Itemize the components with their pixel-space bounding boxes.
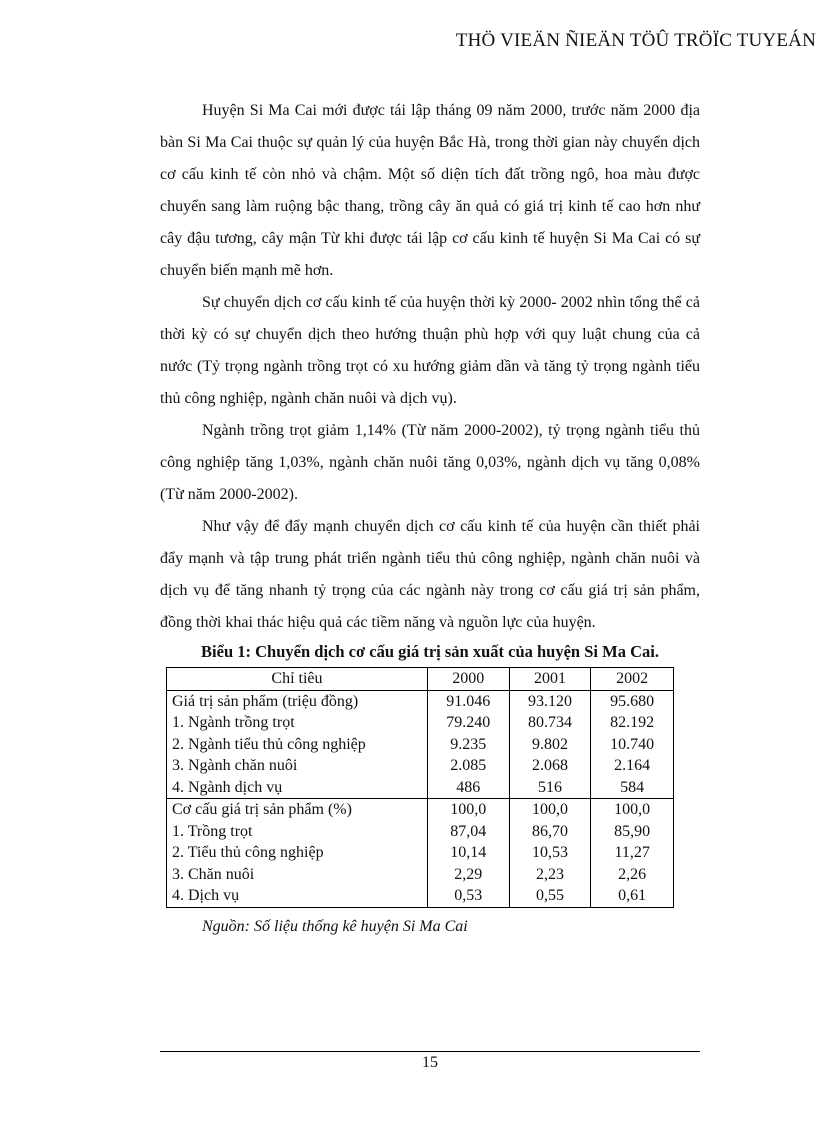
- table-row: [167, 821, 674, 843]
- cell-2002: 95.680: [591, 690, 674, 712]
- cell-2002: 2,26: [591, 864, 674, 886]
- cell-2002: 10.740: [591, 734, 674, 756]
- cell-2000: 91.046: [427, 690, 509, 712]
- cell-2000: 79.240: [427, 712, 509, 734]
- cell-2001: 2.068: [509, 755, 591, 777]
- cell-2000: 9.235: [427, 734, 509, 756]
- cell-2001: 80.734: [509, 712, 591, 734]
- cell-2001: 10,53: [509, 842, 591, 864]
- row-label: 3. Ngành chăn nuôi: [167, 755, 428, 777]
- data-table: [166, 667, 674, 908]
- paragraph-1: Huyện Si Ma Cai mới được tái lập tháng 09 năm 2000, trước năm 2000 địa bàn Si Ma Cai thuộc sự quản lý của huyện Bắc Hà, trong thời gian này chuyển dịch cơ cấu kinh tế còn nhỏ và chậm. Một số diện tích đất trồng ngô, hoa màu được chuyển sang làm ruộng bậc thang, trồng cây ăn quả có giá trị kinh tế cao hơn như cây đậu tương, cây mận Từ khi được tái lập cơ cấu kinh tế huyện Si Ma Cai có sự chuyển biến mạnh mẽ hơn.: [160, 102, 700, 279]
- paragraph-2: Sự chuyển dịch cơ cấu kinh tế của huyện thời kỳ 2000- 2002 nhìn tổng thể cả thời kỳ có sự chuyển dịch theo hướng thuận phù hợp với quy luật chung của cả nước (Tỷ trọng ngành trồng trọt có xu hướng giảm dần và tăng tỷ trọng ngành tiểu thủ công nghiệp, ngành chăn nuôi và dịch vụ).: [160, 294, 700, 407]
- table-caption: Biểu 1: Chuyển dịch cơ cấu giá trị sản xuất của huyện Si Ma Cai.: [201, 642, 659, 661]
- cell-2002: 100,0: [591, 799, 674, 821]
- table-row: [167, 690, 674, 712]
- cell-2000: 486: [427, 777, 509, 799]
- cell-2002: 2.164: [591, 755, 674, 777]
- cell-2001: 2,23: [509, 864, 591, 886]
- cell-2001: 9.802: [509, 734, 591, 756]
- header-cell: Chỉ tiêu: [167, 668, 428, 691]
- row-label: Cơ cấu giá trị sản phẩm (%): [167, 799, 428, 821]
- cell-2000: 10,14: [427, 842, 509, 864]
- table-row: [167, 885, 674, 907]
- cell-2001: 93.120: [509, 690, 591, 712]
- table-row: [167, 755, 674, 777]
- footer-rule: [160, 1051, 700, 1052]
- cell-2001: 0,55: [509, 885, 591, 907]
- table-row: [167, 842, 674, 864]
- cell-2002: 11,27: [591, 842, 674, 864]
- cell-2000: 87,04: [427, 821, 509, 843]
- row-label: 4. Dịch vụ: [167, 885, 428, 907]
- table-header-row: [167, 668, 674, 691]
- page-number: 15: [422, 1054, 438, 1071]
- row-label: 4. Ngành dịch vụ: [167, 777, 428, 799]
- page-body: [160, 95, 700, 936]
- cell-2002: 0,61: [591, 885, 674, 907]
- table-row: [167, 799, 674, 821]
- cell-2002: 85,90: [591, 821, 674, 843]
- row-label: 2. Ngành tiểu thủ công nghiệp: [167, 734, 428, 756]
- cell-2000: 100,0: [427, 799, 509, 821]
- paragraph-3: Ngành trồng trọt giảm 1,14% (Từ năm 2000-2002), tỷ trọng ngành tiểu thủ công nghiệp tăng 1,03%, ngành chăn nuôi tăng 0,03%, ngành dịch vụ tăng 0,08% (Từ năm 2000-2002).: [160, 422, 700, 503]
- cell-2000: 2.085: [427, 755, 509, 777]
- cell-2002: 584: [591, 777, 674, 799]
- cell-2002: 82.192: [591, 712, 674, 734]
- cell-2001: 86,70: [509, 821, 591, 843]
- row-label: 2. Tiểu thủ công nghiệp: [167, 842, 428, 864]
- row-label: Giá trị sản phẩm (triệu đồng): [167, 690, 428, 712]
- table-row: [167, 734, 674, 756]
- header-cell: 2000: [427, 668, 509, 691]
- row-label: 1. Trồng trọt: [167, 821, 428, 843]
- cell-2001: 516: [509, 777, 591, 799]
- row-label: 1. Ngành trồng trọt: [167, 712, 428, 734]
- table-source: Nguồn: Số liệu thống kê huyện Si Ma Cai: [202, 917, 468, 935]
- page-header: THÖ VIEÄN ÑIEÄN TÖÛ TRÖÏC TUYEÁN: [455, 30, 816, 51]
- header-cell: 2002: [591, 668, 674, 691]
- table-row: [167, 712, 674, 734]
- header-cell: 2001: [509, 668, 591, 691]
- cell-2000: 0,53: [427, 885, 509, 907]
- cell-2001: 100,0: [509, 799, 591, 821]
- row-label: 3. Chăn nuôi: [167, 864, 428, 886]
- paragraph-4: Như vậy để đẩy mạnh chuyển dịch cơ cấu kinh tế của huyện cần thiết phải đẩy mạnh và tập trung phát triển ngành tiểu thủ công nghiệp, ngành chăn nuôi và dịch vụ để tăng nhanh tỷ trọng của các ngành này trong cơ cấu giá trị sản phẩm, đồng thời khai thác hiệu quả các tiềm năng và nguồn lực của huyện.: [160, 518, 700, 631]
- cell-2000: 2,29: [427, 864, 509, 886]
- table-row: [167, 777, 674, 799]
- table-row: [167, 864, 674, 886]
